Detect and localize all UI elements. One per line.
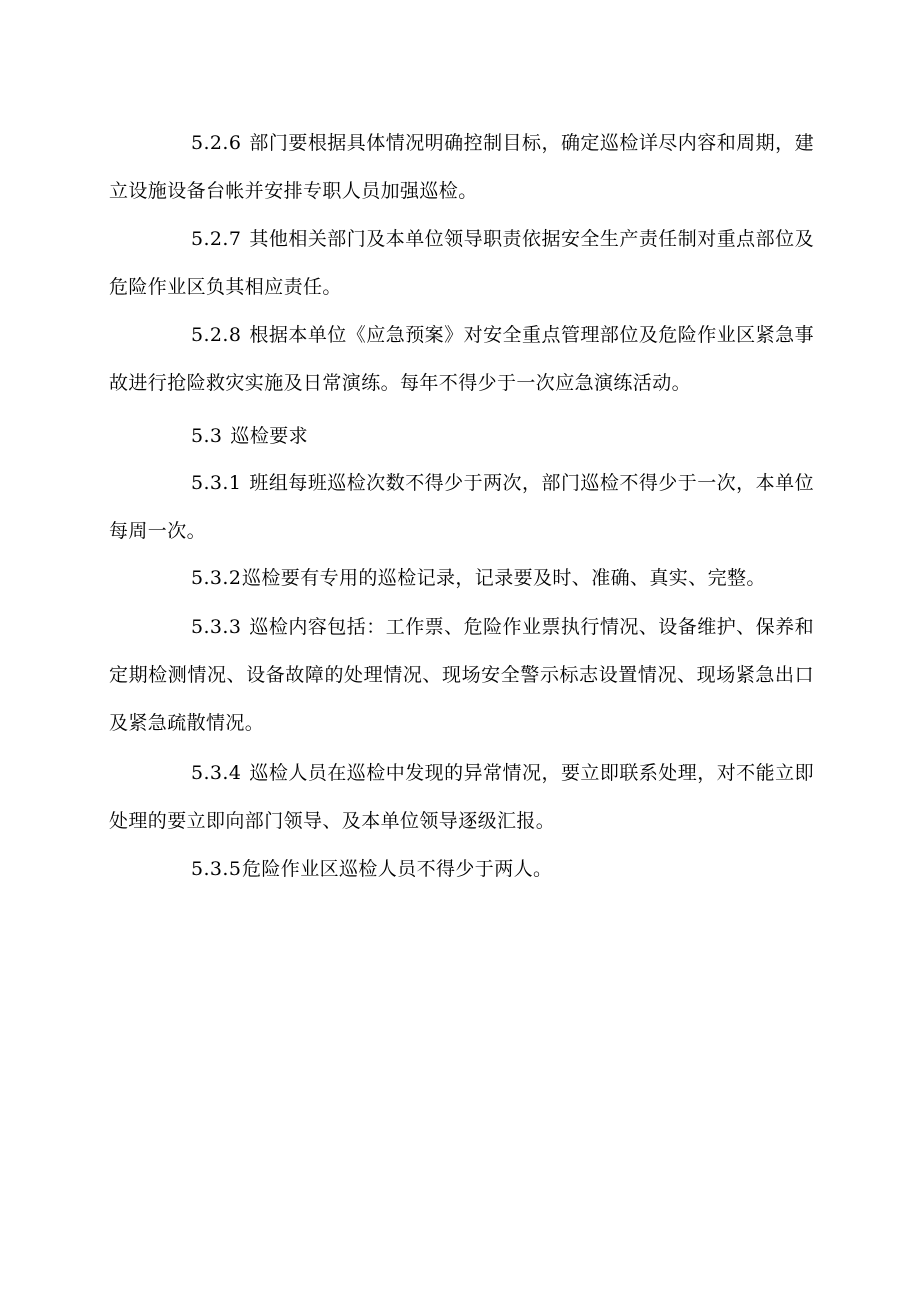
clause-number: 5.2.6 xyxy=(191,132,242,154)
clause-number: 5.3.5 xyxy=(191,858,242,880)
paragraph-5-3-3 xyxy=(109,603,814,747)
clause-text: 危险作业区巡检人员不得少于两人。 xyxy=(242,858,553,880)
clause-number: 5.3.2 xyxy=(191,567,242,589)
paragraph-5-3-2 xyxy=(109,554,814,602)
section-heading-5-3 xyxy=(109,412,814,460)
clause-number: 5.2.8 xyxy=(191,324,242,346)
clause-text: 巡检内容包括：工作票、危险作业票执行情况、设备维护、保养和定期检测情况、设备故障的处理情况、现场安全警示标志设置情况、现场紧急出口及紧急疏散情况。 xyxy=(109,616,814,734)
clause-number: 5.2.7 xyxy=(191,228,242,250)
clause-number: 5.3.4 xyxy=(191,762,242,784)
section-number: 5.3 xyxy=(191,425,223,447)
section-title: 巡检要求 xyxy=(230,425,309,447)
clause-text: 巡检要有专用的巡检记录，记录要及时、准确、真实、完整。 xyxy=(242,567,766,589)
paragraph-5-3-5 xyxy=(109,845,814,893)
paragraph-5-2-7 xyxy=(109,215,814,311)
clause-text: 班组每班巡检次数不得少于两次，部门巡检不得少于一次，本单位每周一次。 xyxy=(109,472,814,542)
clause-text: 巡检人员在巡检中发现的异常情况，要立即联系处理，对不能立即处理的要立即向部门领导、及本单位领导逐级汇报。 xyxy=(109,762,814,832)
clause-text: 根据本单位《应急预案》对安全重点管理部位及危险作业区紧急事故进行抢险救灾实施及日常演练。每年不得少于一次应急演练活动。 xyxy=(109,324,814,394)
clause-text: 其他相关部门及本单位领导职责依据安全生产责任制对重点部位及危险作业区负其相应责任。 xyxy=(109,228,814,298)
clause-number: 5.3.1 xyxy=(191,472,242,494)
paragraph-5-3-4 xyxy=(109,749,814,845)
paragraph-5-2-6 xyxy=(109,119,814,215)
clause-number: 5.3.3 xyxy=(191,616,242,638)
paragraph-5-2-8 xyxy=(109,311,814,407)
clause-text: 部门要根据具体情况明确控制目标，确定巡检详尽内容和周期，建立设施设备台帐并安排专职人员加强巡检。 xyxy=(109,132,814,202)
paragraph-5-3-1 xyxy=(109,459,814,555)
